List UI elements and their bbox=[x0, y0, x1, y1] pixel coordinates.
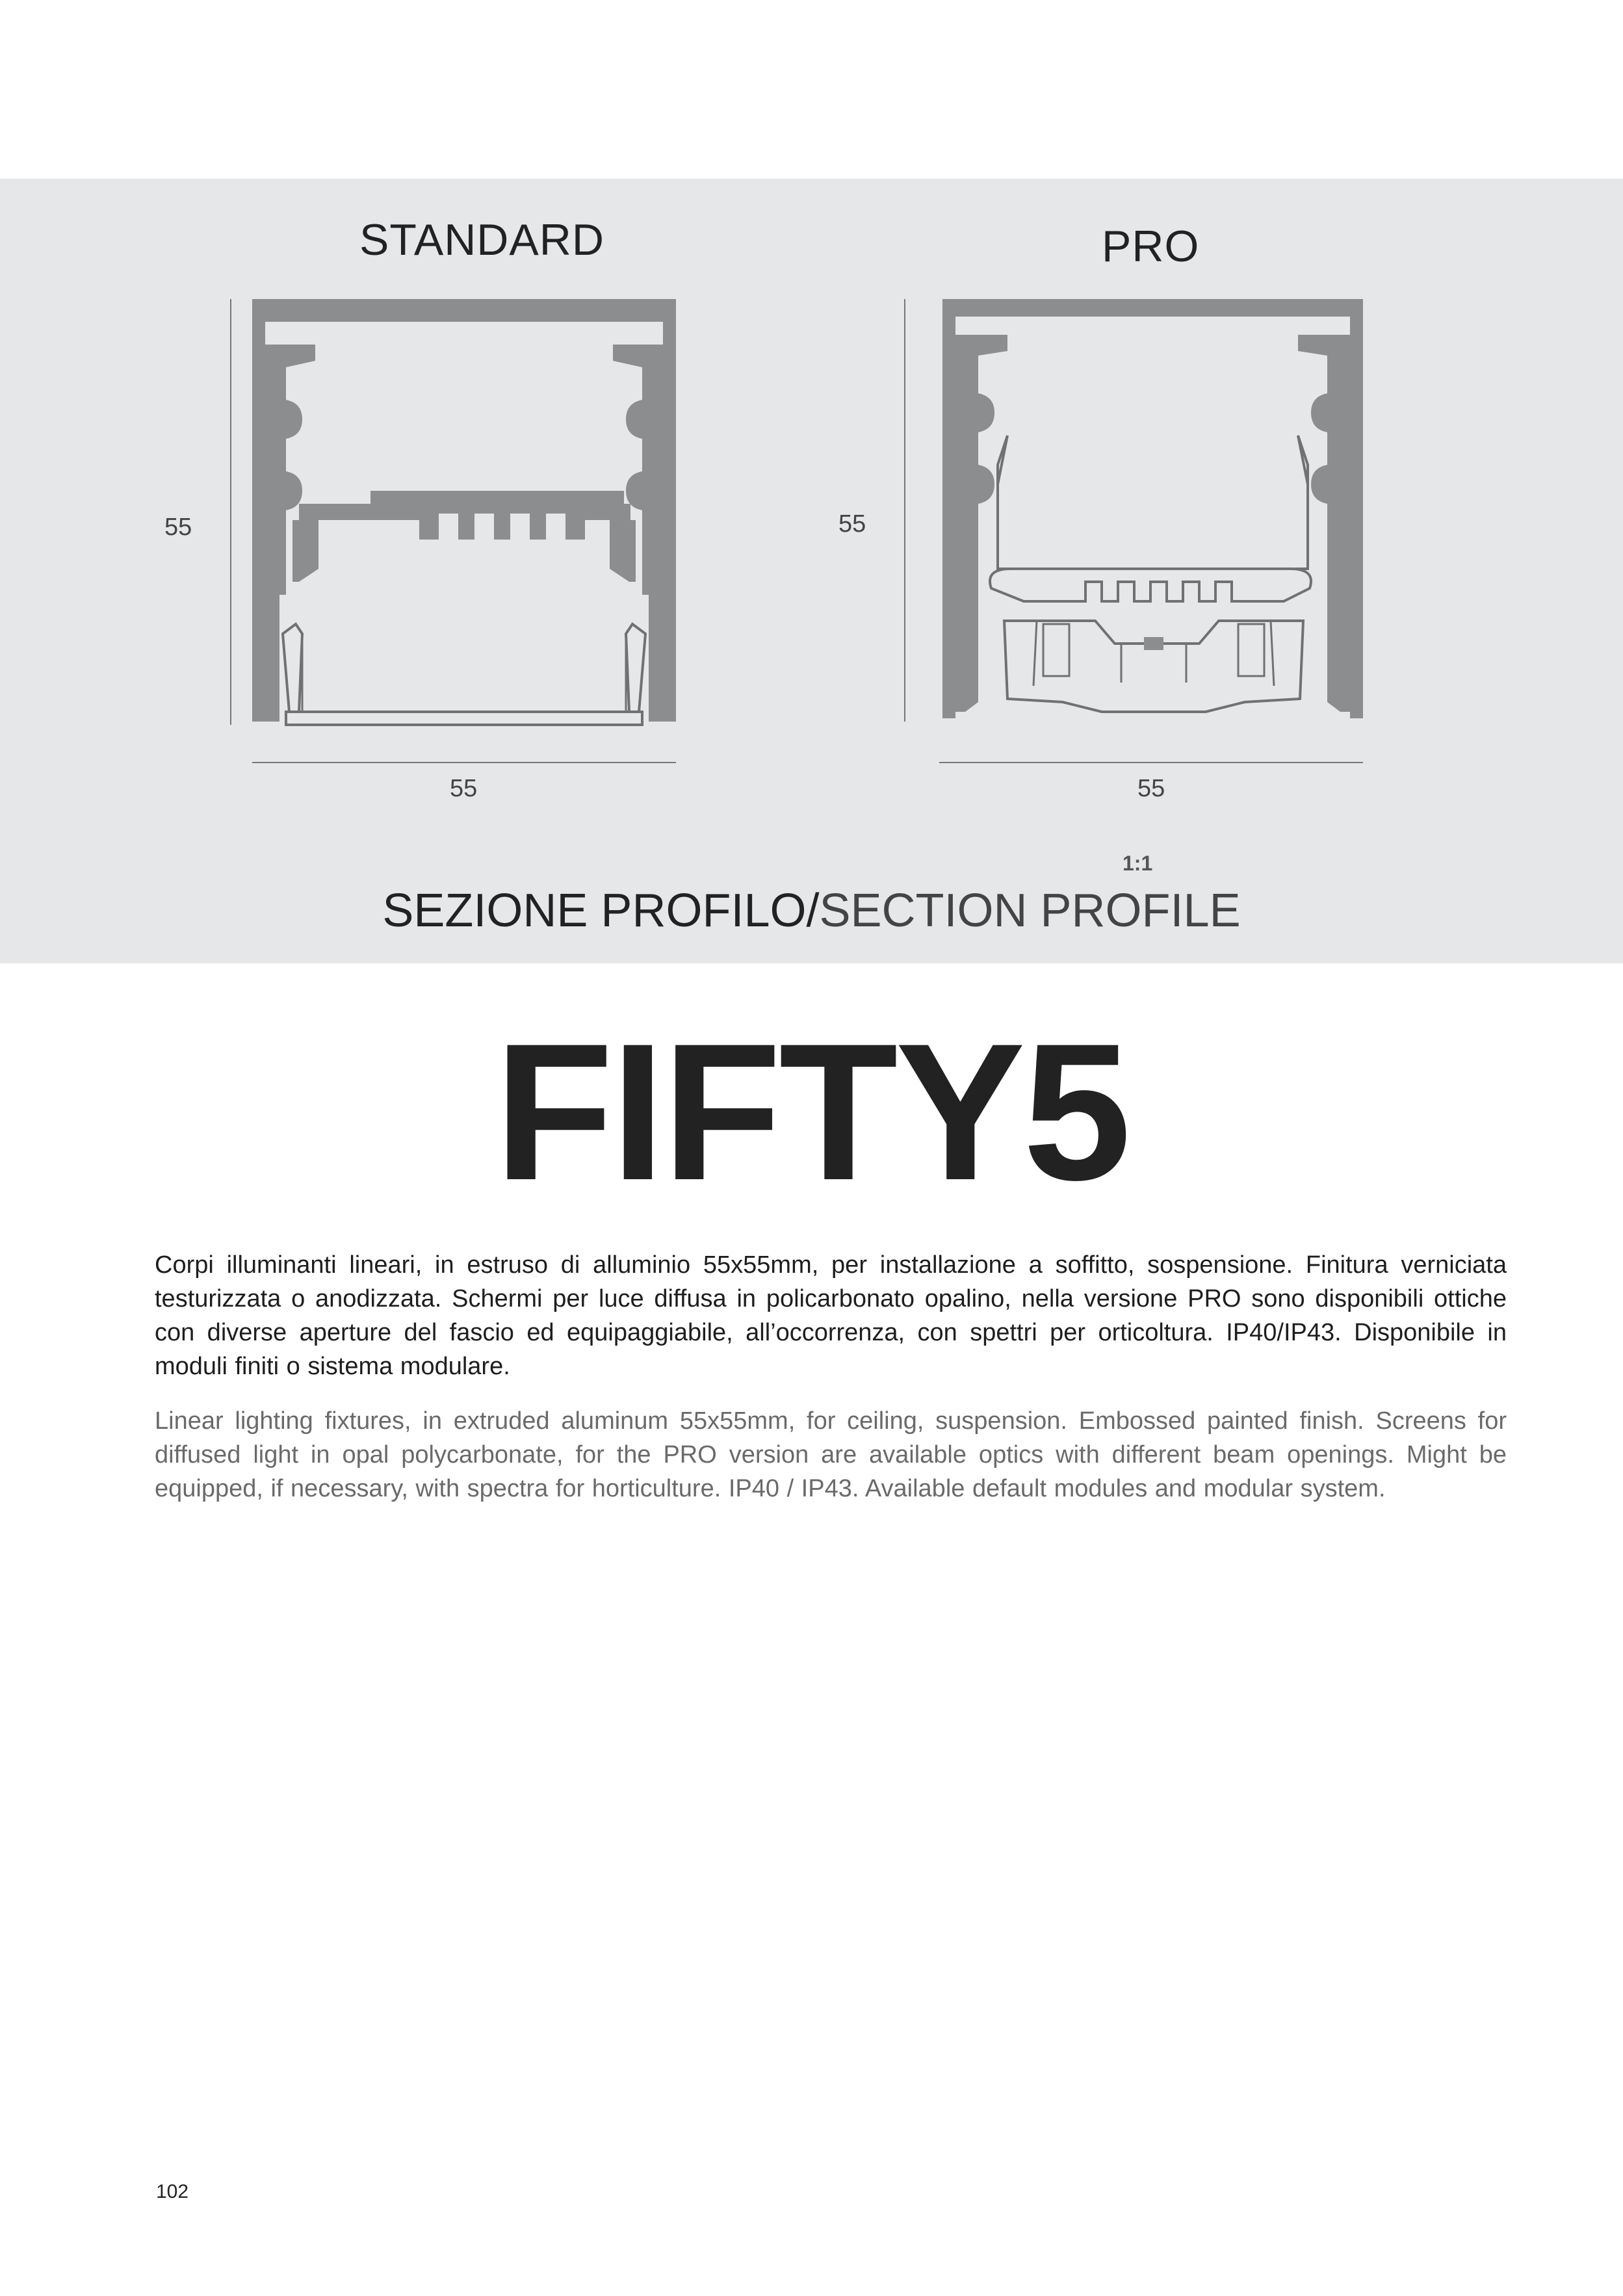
pro-height-dimension: 55 bbox=[838, 510, 866, 538]
scale-label: 1:1 bbox=[1123, 852, 1153, 875]
standard-width-dimension: 55 bbox=[450, 775, 478, 802]
description-italian: Corpi illuminanti lineari, in estruso di alluminio 55x55mm, per installazione a soffitto, sospensione. Finitura verniciata testurizzata o anodizzata. Schermi per luce diffusa in policarbonato opalino, nella versione PRO sono disponibili ottiche con diverse aperture del fascio ed equipaggiabile, all’occorrenza, con spettri per orticoltura. IP40/IP43. Disponibile in moduli finiti o sistema modulare. bbox=[155, 1251, 1507, 1380]
description-english: Linear lighting fixtures, in extruded aluminum 55x55mm, for ceiling, suspension. Embossed painted finish. Screens for diffused light in opal polycarbonate, for the PRO version are available optics with different beam openings. Might be equipped, if necessary, with spectra for horticulture. IP40 / IP43. Available default modules and modular system. bbox=[155, 1407, 1507, 1502]
pro-title: PRO bbox=[1102, 222, 1200, 271]
standard-profile-drawing bbox=[221, 296, 689, 770]
section-heading-italian: SEZIONE PROFILO/ bbox=[382, 885, 820, 937]
pro-profile-drawing bbox=[894, 296, 1375, 770]
standard-title: STANDARD bbox=[359, 215, 604, 265]
section-heading-english: SECTION PROFILE bbox=[819, 885, 1241, 937]
page-number: 102 bbox=[156, 2181, 189, 2202]
product-name: FIFTY5 bbox=[494, 1002, 1129, 1221]
standard-height-dimension: 55 bbox=[164, 514, 192, 541]
pro-width-dimension: 55 bbox=[1137, 775, 1165, 802]
section-heading bbox=[0, 884, 1623, 937]
